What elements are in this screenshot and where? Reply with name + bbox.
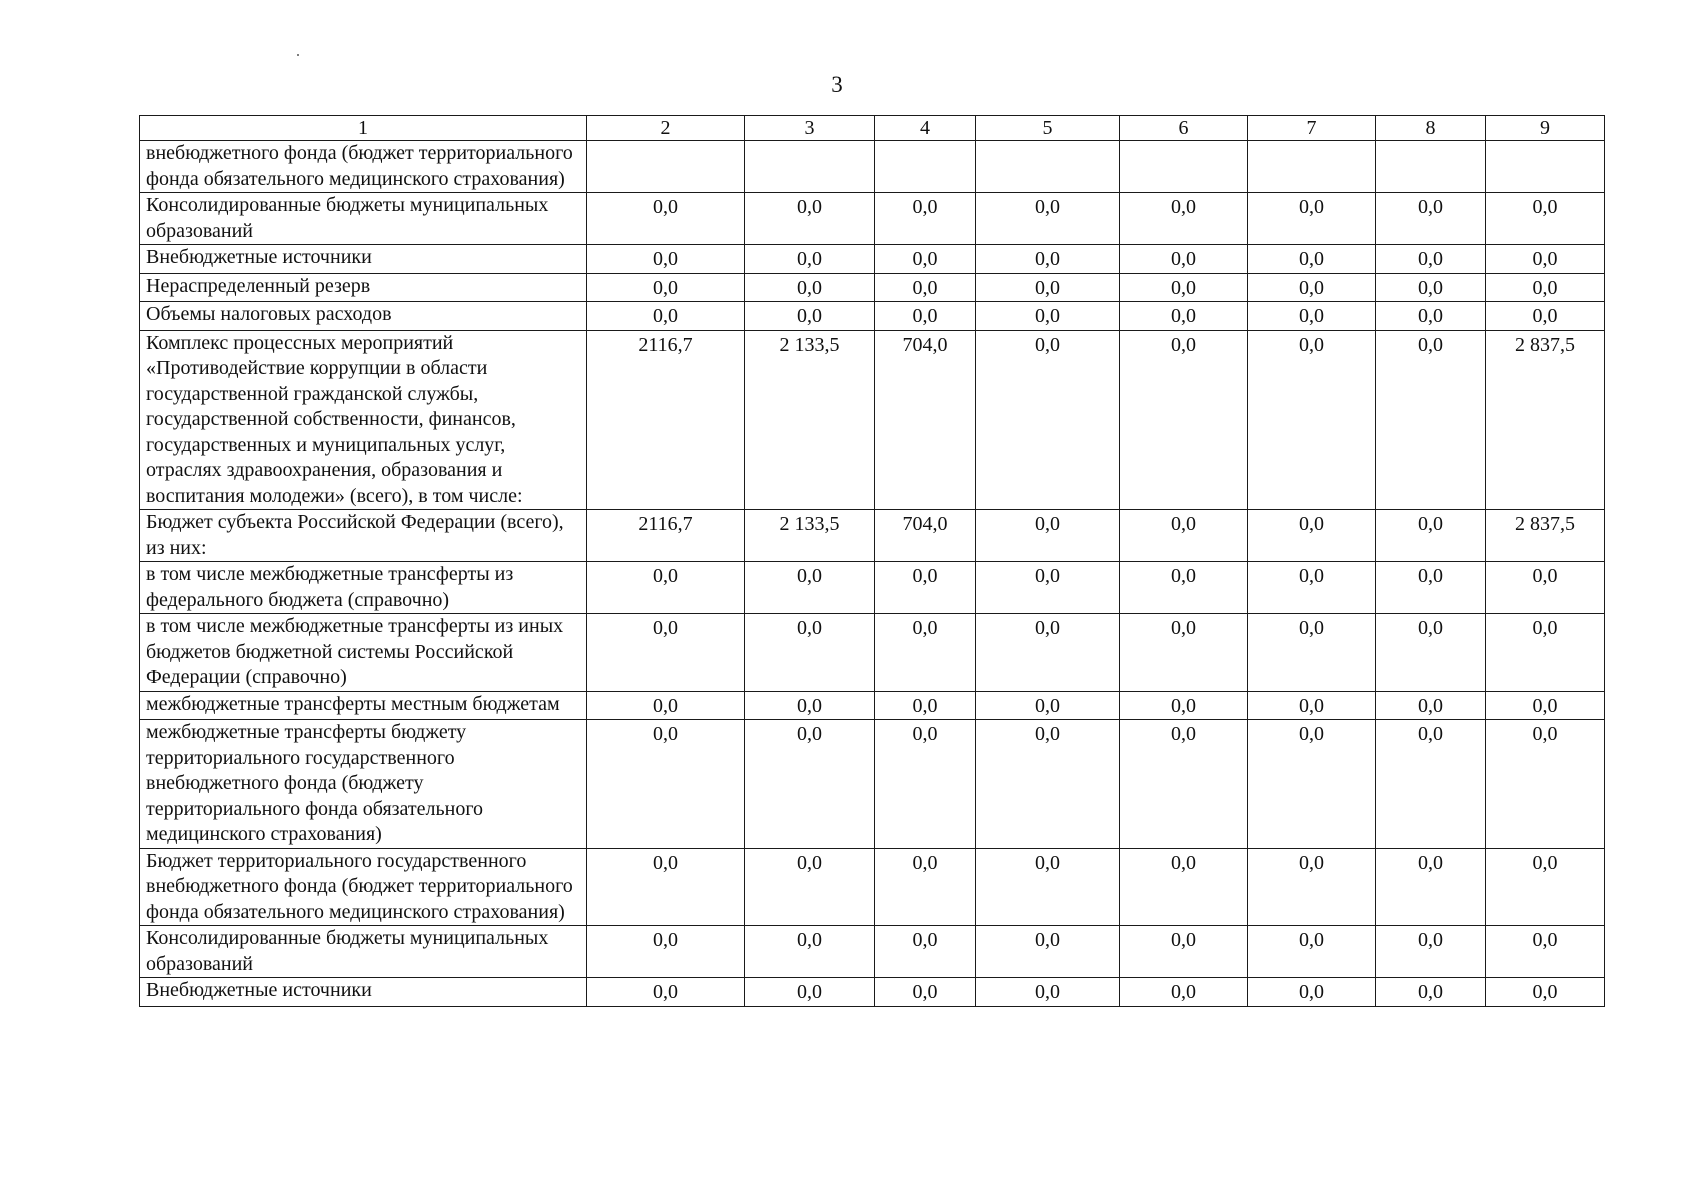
row-label: Внебюджетные источники <box>140 978 587 1007</box>
value-cell: 0,0 <box>745 978 875 1007</box>
table-row <box>140 720 1605 849</box>
scan-speck <box>297 54 299 56</box>
value-cell: 0,0 <box>875 193 976 245</box>
value-cell: 0,0 <box>587 273 745 302</box>
value-cell <box>1248 141 1376 193</box>
table-row <box>140 330 1605 510</box>
value-cell: 0,0 <box>745 720 875 849</box>
value-cell: 0,0 <box>1120 193 1248 245</box>
row-label: межбюджетные трансферты бюджету территориального государственного внебюджетного фонда (бюджету территориального фонда обязательного медицинского страхования) <box>140 720 587 849</box>
row-label: Бюджет субъекта Российской Федерации (всего), из них: <box>140 510 587 562</box>
value-cell: 0,0 <box>1120 302 1248 331</box>
value-cell: 0,0 <box>1376 848 1486 926</box>
table-row <box>140 141 1605 193</box>
value-cell <box>1486 141 1605 193</box>
header-cell: 2 <box>587 116 745 141</box>
value-cell: 0,0 <box>1486 562 1605 614</box>
budget-table-body <box>140 116 1605 1007</box>
value-cell: 0,0 <box>1248 330 1376 510</box>
value-cell: 0,0 <box>1376 926 1486 978</box>
value-cell: 0,0 <box>1120 510 1248 562</box>
value-cell: 0,0 <box>587 848 745 926</box>
header-cell: 9 <box>1486 116 1605 141</box>
value-cell: 0,0 <box>875 848 976 926</box>
value-cell: 0,0 <box>976 302 1120 331</box>
value-cell: 0,0 <box>745 848 875 926</box>
header-cell: 8 <box>1376 116 1486 141</box>
value-cell: 0,0 <box>1376 245 1486 274</box>
value-cell: 0,0 <box>976 720 1120 849</box>
value-cell: 0,0 <box>976 848 1120 926</box>
table-row <box>140 193 1605 245</box>
header-cell: 4 <box>875 116 976 141</box>
header-cell: 1 <box>140 116 587 141</box>
value-cell <box>1376 141 1486 193</box>
value-cell: 0,0 <box>976 691 1120 720</box>
value-cell: 0,0 <box>1248 691 1376 720</box>
value-cell: 0,0 <box>1120 245 1248 274</box>
value-cell <box>976 141 1120 193</box>
value-cell: 0,0 <box>1376 193 1486 245</box>
header-cell: 6 <box>1120 116 1248 141</box>
value-cell: 2 133,5 <box>745 330 875 510</box>
value-cell: 0,0 <box>875 926 976 978</box>
value-cell: 0,0 <box>1248 510 1376 562</box>
budget-table <box>139 115 1605 1007</box>
value-cell: 2 837,5 <box>1486 330 1605 510</box>
value-cell: 0,0 <box>1120 848 1248 926</box>
table-row <box>140 848 1605 926</box>
header-cell: 5 <box>976 116 1120 141</box>
value-cell: 0,0 <box>1486 848 1605 926</box>
value-cell <box>745 141 875 193</box>
row-label: внебюджетного фонда (бюджет территориального фонда обязательного медицинского страхования) <box>140 141 587 193</box>
value-cell: 704,0 <box>875 510 976 562</box>
value-cell: 2116,7 <box>587 330 745 510</box>
value-cell: 0,0 <box>976 245 1120 274</box>
value-cell: 0,0 <box>745 614 875 692</box>
value-cell: 0,0 <box>587 302 745 331</box>
value-cell: 0,0 <box>976 273 1120 302</box>
row-label: Внебюджетные источники <box>140 245 587 274</box>
value-cell: 2 837,5 <box>1486 510 1605 562</box>
header-cell: 7 <box>1248 116 1376 141</box>
row-label: в том числе межбюджетные трансферты из иных бюджетов бюджетной системы Российской Федерации (справочно) <box>140 614 587 692</box>
value-cell: 0,0 <box>1120 978 1248 1007</box>
header-row <box>140 116 1605 141</box>
value-cell: 0,0 <box>1248 926 1376 978</box>
value-cell: 0,0 <box>587 926 745 978</box>
value-cell: 0,0 <box>976 562 1120 614</box>
value-cell: 0,0 <box>1120 614 1248 692</box>
page-number: 3 <box>831 72 843 97</box>
value-cell: 704,0 <box>875 330 976 510</box>
value-cell: 0,0 <box>1248 978 1376 1007</box>
value-cell: 0,0 <box>745 302 875 331</box>
value-cell: 0,0 <box>976 978 1120 1007</box>
value-cell: 0,0 <box>587 720 745 849</box>
value-cell: 0,0 <box>745 273 875 302</box>
value-cell: 0,0 <box>875 691 976 720</box>
value-cell: 0,0 <box>587 562 745 614</box>
value-cell: 0,0 <box>1376 614 1486 692</box>
row-label: Консолидированные бюджеты муниципальных образований <box>140 926 587 978</box>
value-cell: 0,0 <box>1486 614 1605 692</box>
value-cell: 0,0 <box>587 691 745 720</box>
value-cell: 0,0 <box>1486 245 1605 274</box>
value-cell: 0,0 <box>745 193 875 245</box>
value-cell: 0,0 <box>1376 978 1486 1007</box>
value-cell: 0,0 <box>1248 848 1376 926</box>
table-row <box>140 510 1605 562</box>
value-cell: 0,0 <box>976 614 1120 692</box>
value-cell: 0,0 <box>976 193 1120 245</box>
value-cell: 0,0 <box>1248 273 1376 302</box>
value-cell: 0,0 <box>1486 193 1605 245</box>
row-label: Комплекс процессных мероприятий «Противодействие коррупции в области государственной гражданской службы, государственной собственности, финансов, государственных и муниципальных услуг, отраслях здравоохранения, образования и воспитания молодежи» (всего), в том числе: <box>140 330 587 510</box>
table-row <box>140 562 1605 614</box>
value-cell: 0,0 <box>587 193 745 245</box>
value-cell: 0,0 <box>1486 720 1605 849</box>
value-cell: 0,0 <box>875 614 976 692</box>
value-cell: 0,0 <box>1120 273 1248 302</box>
table-row <box>140 245 1605 274</box>
value-cell: 0,0 <box>1486 978 1605 1007</box>
value-cell: 0,0 <box>1376 562 1486 614</box>
value-cell: 0,0 <box>976 510 1120 562</box>
value-cell: 0,0 <box>1486 273 1605 302</box>
table-row <box>140 978 1605 1007</box>
value-cell: 2 133,5 <box>745 510 875 562</box>
table-row <box>140 302 1605 331</box>
value-cell: 0,0 <box>745 691 875 720</box>
value-cell: 0,0 <box>976 926 1120 978</box>
value-cell: 0,0 <box>1120 926 1248 978</box>
value-cell: 0,0 <box>1248 245 1376 274</box>
value-cell: 0,0 <box>1120 691 1248 720</box>
table-row <box>140 273 1605 302</box>
value-cell: 0,0 <box>587 978 745 1007</box>
value-cell: 0,0 <box>875 245 976 274</box>
value-cell: 0,0 <box>1486 302 1605 331</box>
header-cell: 3 <box>745 116 875 141</box>
value-cell: 0,0 <box>875 562 976 614</box>
table-row <box>140 926 1605 978</box>
value-cell: 0,0 <box>976 330 1120 510</box>
value-cell <box>1120 141 1248 193</box>
value-cell: 0,0 <box>1376 273 1486 302</box>
row-label: Бюджет территориального государственного внебюджетного фонда (бюджет территориального фонда обязательного медицинского страхования) <box>140 848 587 926</box>
value-cell: 0,0 <box>587 614 745 692</box>
value-cell: 0,0 <box>1376 691 1486 720</box>
value-cell: 0,0 <box>1120 720 1248 849</box>
table-row <box>140 691 1605 720</box>
value-cell: 2116,7 <box>587 510 745 562</box>
row-label: Нераспределенный резерв <box>140 273 587 302</box>
value-cell: 0,0 <box>745 562 875 614</box>
value-cell: 0,0 <box>745 926 875 978</box>
value-cell: 0,0 <box>1376 330 1486 510</box>
value-cell: 0,0 <box>875 978 976 1007</box>
row-label: межбюджетные трансферты местным бюджетам <box>140 691 587 720</box>
value-cell: 0,0 <box>1248 614 1376 692</box>
value-cell: 0,0 <box>875 273 976 302</box>
value-cell: 0,0 <box>875 302 976 331</box>
value-cell: 0,0 <box>1248 193 1376 245</box>
value-cell: 0,0 <box>1248 302 1376 331</box>
value-cell <box>875 141 976 193</box>
value-cell: 0,0 <box>745 245 875 274</box>
value-cell: 0,0 <box>875 720 976 849</box>
value-cell: 0,0 <box>1486 691 1605 720</box>
value-cell: 0,0 <box>1120 562 1248 614</box>
value-cell: 0,0 <box>1376 720 1486 849</box>
value-cell: 0,0 <box>1248 720 1376 849</box>
row-label: в том числе межбюджетные трансферты из федерального бюджета (справочно) <box>140 562 587 614</box>
value-cell: 0,0 <box>1248 562 1376 614</box>
value-cell: 0,0 <box>1486 926 1605 978</box>
value-cell: 0,0 <box>587 245 745 274</box>
value-cell <box>587 141 745 193</box>
value-cell: 0,0 <box>1376 302 1486 331</box>
row-label: Объемы налоговых расходов <box>140 302 587 331</box>
value-cell: 0,0 <box>1376 510 1486 562</box>
row-label: Консолидированные бюджеты муниципальных образований <box>140 193 587 245</box>
table-row <box>140 614 1605 692</box>
value-cell: 0,0 <box>1120 330 1248 510</box>
